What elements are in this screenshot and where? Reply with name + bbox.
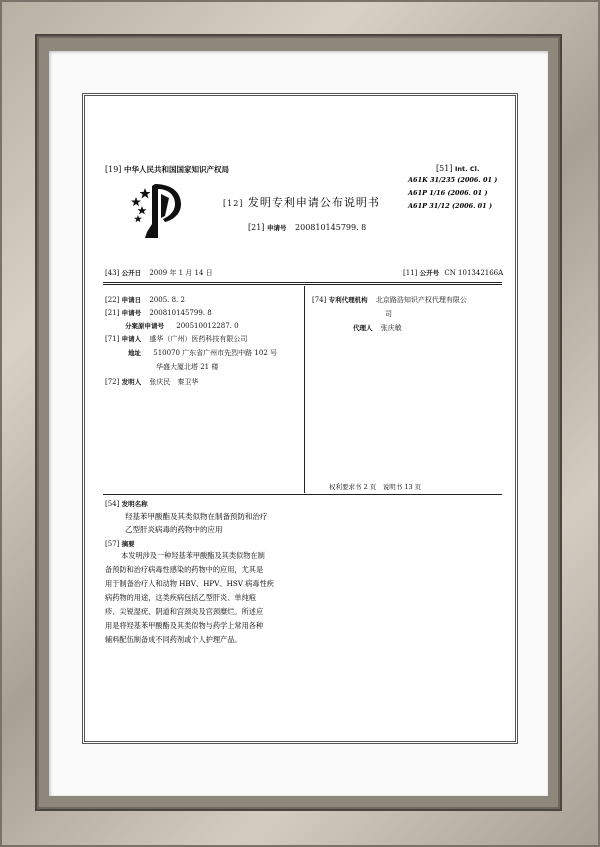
biblio-row bbox=[105, 295, 185, 304]
biblio-row bbox=[312, 295, 467, 305]
biblio-code: [21] bbox=[105, 309, 120, 317]
int-cl-code: [51] bbox=[436, 164, 453, 173]
abstract-line: 用是将羟基苯甲酸酯及其类似物与药学上常用各种 bbox=[105, 621, 264, 630]
app-no-code: [21] bbox=[248, 223, 265, 232]
biblio-row bbox=[105, 308, 212, 317]
title-label: 发明名称 bbox=[121, 500, 148, 508]
title-heading bbox=[105, 499, 148, 508]
application-number-line bbox=[248, 223, 366, 232]
pub-no-value: CN 101342166A bbox=[444, 269, 504, 277]
biblio-label: 发明人 bbox=[121, 378, 142, 386]
doc-type-code: [12] bbox=[223, 199, 244, 208]
int-cl-entry: A61K 31/235 (2006. 01 ) bbox=[408, 176, 498, 184]
office-line bbox=[105, 164, 229, 175]
biblio-code: [72] bbox=[105, 378, 120, 386]
invention-title-line: 乙型肝炎病毒的药物中的应用 bbox=[125, 525, 223, 534]
divider bbox=[103, 494, 502, 495]
biblio-row bbox=[128, 348, 277, 358]
abstract-code: [57] bbox=[105, 540, 120, 548]
int-cl-heading bbox=[436, 164, 479, 173]
biblio-label: 申请号 bbox=[121, 309, 142, 317]
divider bbox=[103, 284, 502, 285]
biblio-code: [22] bbox=[105, 296, 120, 304]
biblio-code: [71] bbox=[105, 335, 120, 343]
biblio-label: 地址 bbox=[128, 349, 141, 357]
biblio-row: 华盛大厦北塔 21 楼 bbox=[156, 363, 219, 371]
pub-date-value: 2009 年 1 月 14 日 bbox=[149, 269, 213, 277]
abstract-line: 疹、尖锐湿疣、阴道和宫颈炎及宫颈糜烂。所述应 bbox=[105, 607, 264, 616]
pub-no-code: [11] bbox=[403, 269, 418, 277]
biblio-code: [74] bbox=[312, 296, 327, 304]
abstract-line: 本发明涉及一种羟基苯甲酸酯及其类似物在制 bbox=[121, 551, 265, 560]
abstract-line: 病药物的用途，这类疾病包括乙型肝炎、单纯疱 bbox=[105, 593, 256, 602]
invention-title-line: 羟基苯甲酸酯及其类似物在制备预防和治疗 bbox=[125, 512, 268, 521]
biblio-row bbox=[353, 323, 402, 333]
publication-number-line bbox=[403, 268, 503, 277]
int-cl-entry: A61P 31/12 (2006. 01 ) bbox=[408, 202, 493, 210]
biblio-label: 申请人 bbox=[121, 335, 142, 343]
column-divider bbox=[304, 286, 305, 493]
doc-type-title: 发明专利申请公布说明书 bbox=[247, 196, 380, 209]
sipo-emblem-icon bbox=[125, 182, 191, 242]
biblio-label: 代理人 bbox=[353, 324, 373, 332]
biblio-row: 司 bbox=[385, 310, 392, 318]
biblio-row bbox=[125, 321, 239, 330]
biblio-label: 申请日 bbox=[121, 296, 142, 304]
pub-date-code: [43] bbox=[105, 269, 120, 277]
pub-date-label: 公开日 bbox=[121, 269, 142, 277]
patent-document bbox=[82, 93, 518, 744]
biblio-label: 专利代理机构 bbox=[328, 296, 368, 304]
biblio-label: 分案原申请号 bbox=[125, 322, 164, 330]
int-cl-entry: A61P 1/16 (2006. 01 ) bbox=[408, 189, 488, 197]
app-no-value: 200810145799. 8 bbox=[295, 223, 367, 232]
biblio-value: 张庆敏 bbox=[380, 324, 402, 332]
biblio-value: 张庆民 秦卫华 bbox=[149, 378, 199, 386]
biblio-value: 盛华（广州）医药科技有限公司 bbox=[149, 335, 248, 343]
biblio-row bbox=[105, 334, 247, 344]
biblio-value: 北京路浩知识产权代理有限公 bbox=[375, 296, 467, 304]
publication-date-line bbox=[105, 268, 213, 278]
pub-no-label: 公开号 bbox=[419, 269, 440, 277]
page-counts: 权利要求书 2 页 说明书 13 页 bbox=[329, 483, 422, 491]
abstract-line: 备预防和治疗病毒性感染的药物中的应用，尤其是 bbox=[105, 565, 264, 574]
divider bbox=[103, 282, 502, 283]
office-code: [19] bbox=[105, 165, 122, 174]
abstract-label: 摘要 bbox=[121, 540, 135, 548]
abstract-heading bbox=[105, 539, 135, 548]
int-cl-label: Int. Cl. bbox=[454, 165, 480, 173]
abstract-line: 用于制备治疗人和动物 HBV、HPV、HSV 病毒性疾 bbox=[105, 579, 274, 588]
biblio-row bbox=[105, 377, 198, 387]
biblio-value: 510070 广东省广州市先烈中路 102 号 bbox=[153, 349, 277, 357]
abstract-line: 辅料配伍制备成不同药剂或个人护理产品。 bbox=[105, 635, 242, 644]
title-code: [54] bbox=[105, 500, 120, 508]
doc-type-line bbox=[223, 194, 380, 210]
app-no-label: 申请号 bbox=[266, 224, 287, 232]
biblio-value: 2005. 8. 2 bbox=[149, 296, 185, 304]
biblio-value: 200510012287. 0 bbox=[176, 322, 239, 330]
biblio-value: 200810145799. 8 bbox=[149, 309, 212, 317]
office-name: 中华人民共和国国家知识产权局 bbox=[123, 165, 229, 174]
